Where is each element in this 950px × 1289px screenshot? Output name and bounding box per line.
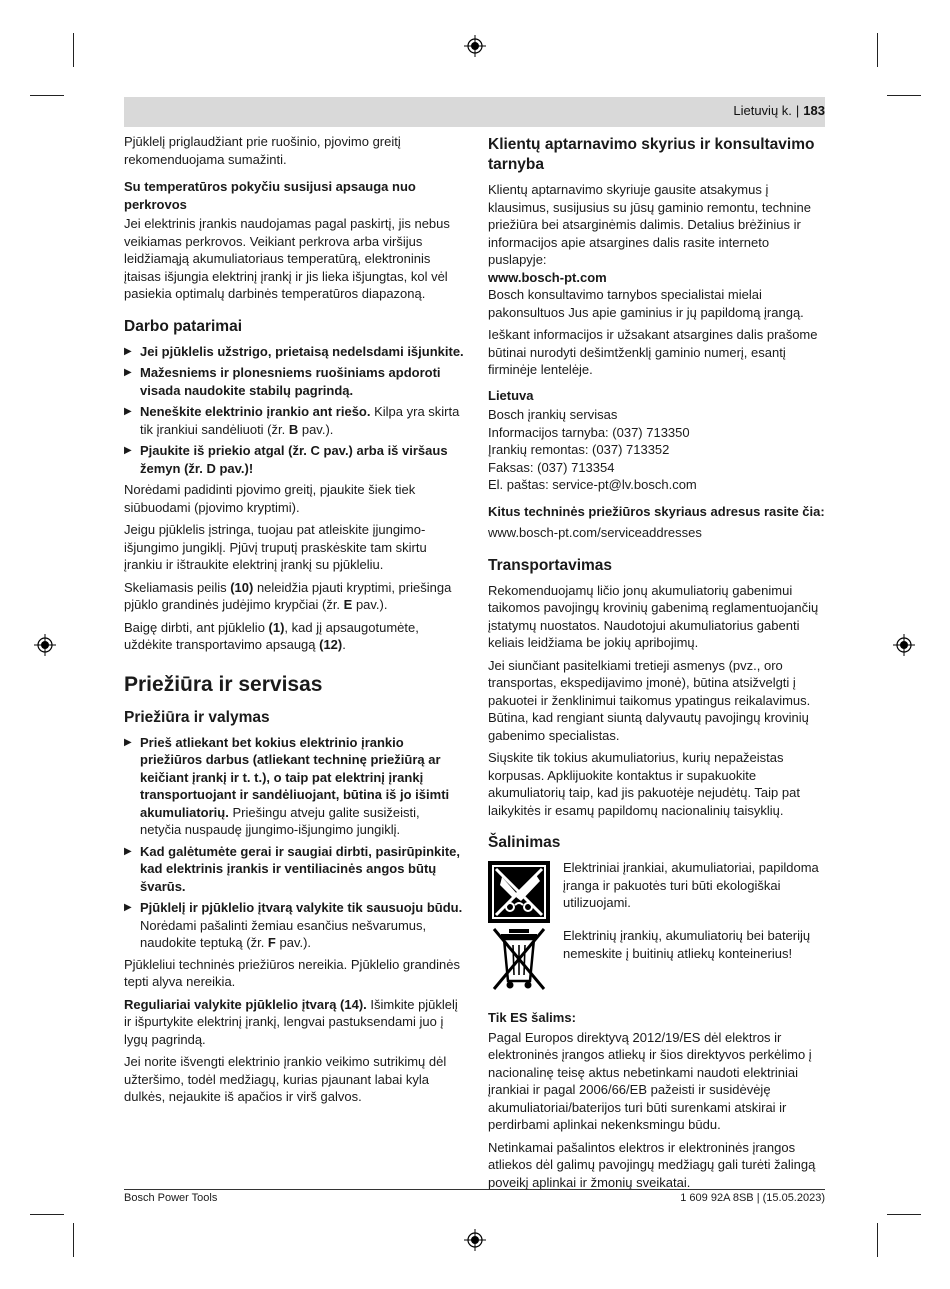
intro-paragraph: Pjūklelį priglaudžiant prie ruošinio, pjovimo greitį rekomenduojama sumažinti. — [124, 134, 401, 167]
maintenance-paragraph — [124, 996, 464, 1049]
tips-paragraph: Norėdami padidinti pjovimo greitį, pjaukite šiek tiek siūbuodami (pjovimo kryptimi). — [124, 482, 416, 515]
maintenance-item — [124, 899, 464, 952]
text-run: Prieš atliekant bet kokius elektrinio įrankio priežiūros darbus (atliekant techninę priežiūrą ar keičiant įrankį ir t. t.), o taip pat elektrinį įrankį transportuojant ir sandėliuojant, būtina iš jo išimti akumuliatorių. — [140, 734, 450, 820]
service-paragraph: Bosch konsultavimo tarnybos specialistai mielai pakonsultuos Jus apie gaminius ir jų papildomą įrangą. — [488, 287, 804, 320]
other-service-url[interactable]: www.bosch-pt.com/serviceaddresses — [488, 525, 702, 540]
crop-mark — [877, 33, 878, 67]
text-run: , kad jį apsaugotumėte, uždėkite transportavimo apsaugą — [124, 619, 419, 652]
address-line: Įrankių remontas: (037) 713352 — [488, 442, 670, 457]
text-run: Pjūklelį ir pjūklelio įtvarą valykite tik sausuoju būdu. — [140, 900, 463, 915]
footer-brand: Bosch Power Tools — [124, 1192, 218, 1204]
left-column — [124, 133, 464, 1111]
crop-mark — [887, 95, 921, 96]
service-url[interactable] — [488, 269, 826, 287]
maintenance-paragraph: Jei norite išvengti elektrinio įrankio veikimo sutrikimų dėl užteršimo, todėl medžiagų, kurias pjaunant labai kyla dulkės, nejaukite iš apačios ir virš galvos. — [124, 1054, 447, 1104]
text-run: . — [342, 637, 346, 652]
figure-ref: B — [288, 421, 299, 437]
text-run: Išimkite pjūklelį ir išpurtykite elektrinį įrankį, lengvai pastuksendami juo į lygų pagrindą. — [124, 996, 458, 1047]
page-header: Lietuvių k. | 183 — [733, 103, 825, 118]
figure-ref: E — [343, 597, 353, 612]
tips-paragraph: Jeigu pjūklelis įstringa, tuojau pat atleiskite įjungimo-išjungimo jungiklį. Pjūvį truputį praskėskite tam skirtu įrankiu ir ištraukite elektrinį įrankį su pjūkleliu. — [124, 522, 427, 572]
page-number: 183 — [803, 103, 825, 118]
address-line: Bosch įrankių servisas — [488, 407, 618, 422]
no-tools-in-trash-icon — [488, 861, 550, 923]
tip-item — [124, 403, 464, 438]
crop-mark — [887, 1214, 921, 1215]
crop-mark — [73, 1223, 74, 1257]
text-run: Priešingu atveju galite susižeisti, netyčia nuspaudę įjungimo-išjungimo jungiklį. — [140, 804, 420, 837]
cleaning-heading: Priežiūra ir valymas — [124, 708, 270, 726]
eu-heading: Tik ES šalims: — [488, 1010, 576, 1025]
text-run: Baigę dirbti, ant pjūklelio — [124, 619, 269, 635]
page-header-bar — [124, 97, 825, 127]
other-service-heading: Kitus techninės priežiūros skyriaus adresus rasite čia: — [488, 503, 825, 519]
part-ref: (10) — [230, 579, 254, 595]
eu-paragraph: Pagal Europos direktyvą 2012/19/ES dėl elektros ir elektroninės įrangos atliekų ir šios direktyvos perkėlimo į nacionalinę teisę aktus nebetinkami naudoti elektriniai įrankiai ir pagal 2006/66/EB pažeisti ir susidėvėję akumuliatoriai/baterijos turi būti surenkami atskirai ir perdirbami aplinkai nekenksmingu būdu. — [488, 1029, 812, 1132]
tip-item: ▶ Jei pjūklelis užstrigo, prietaisą nedelsdami išjunkite. — [124, 343, 464, 361]
tip-text: Kilpa yra skirta tik įrankiui sandėliuoti (žr. — [140, 404, 460, 437]
tip-bold: Neneškite elektrinio įrankio ant riešo. — [140, 404, 371, 419]
registration-mark-icon — [893, 634, 915, 656]
crop-mark — [73, 33, 74, 67]
maintenance-item: ▶ Kad galėtumėte gerai ir saugiai dirbti, pasirūpinkite, kad elektrinis įrankis ir ventiliacinės angos būtų švarūs. — [124, 843, 464, 896]
overheat-heading: Su temperatūros pokyčiu susijusi apsauga nuo perkrovos — [124, 179, 416, 212]
footer-rule — [124, 1189, 825, 1190]
transport-paragraph: Siųskite tik tokius akumuliatorius, kurių nepažeistas korpusas. Apklijuokite kontaktus ir supakuokite akumuliatorių taip, kad jis pakuotėje nejudėtų. Taip pat laikykitės ir esamų papildomų nacionalinių taisyklių. — [488, 750, 800, 818]
registration-mark-icon — [464, 35, 486, 57]
text-run: pav.). — [352, 597, 388, 612]
maintenance-heading: Priežiūra ir servisas — [124, 672, 323, 696]
figure-ref: F — [267, 935, 276, 950]
transport-paragraph: Rekomenduojamų ličio jonų akumuliatorių gabenimui taikomos pavojingų krovinių gabenimą reglamentuojančių įstatymų nuostatos. Naudotojui akumuliatorius gabenti keliais leidžiama be jokių apribojimų. — [488, 582, 819, 650]
tip-item: ▶ Mažesniems ir plonesniems ruošiniams apdoroti visada naudokite stabilų pagrindą. — [124, 364, 464, 399]
service-paragraph — [488, 181, 826, 269]
part-ref: (1) — [268, 619, 285, 635]
text-run: Reguliariai valykite pjūklelio įtvarą (14). — [124, 996, 367, 1012]
footer-docnumber: 1 609 92A 8SB | (15.05.2023) — [680, 1192, 825, 1204]
country-heading: Lietuva — [488, 387, 534, 403]
eu-paragraph: Netinkamai pašalintos elektros ir elektroninės įrangos atliekos dėl galimų pavojingų medžiagų gali turėti žalingą poveikį aplinkai ir žmonių sveikatai. — [488, 1139, 816, 1190]
crop-mark — [877, 1223, 878, 1257]
disposal-row — [488, 859, 826, 921]
part-ref: (12) — [319, 637, 343, 652]
disposal-paragraph: Elektrinių įrankių, akumuliatorių bei baterijų nemeskite į buitinių atliekų konteinerius! — [563, 928, 811, 961]
tips-heading: Darbo patarimai — [124, 317, 243, 335]
transport-paragraph: Jei siunčiant pasitelkiami tretieji asmenys (pvz., oro transportas, ekspedijavimo įmonė), būtina atsižvelgti į pakuotei ir ženklinimui taikomus ypatingus reikalavimus. Būtina, kad rengiant siuntą dalyvautų pavojingų krovinių gabenimo specialistas. — [488, 657, 811, 743]
crossed-out-wheelie-bin-icon — [488, 923, 550, 995]
service-paragraph: Ieškant informacijos ir užsakant atsargines dalis prašome būtinai nurodyti dešimtženklį gaminio numerį, esantį firminėje lentelėje. — [488, 327, 818, 377]
service-heading: Klientų aptarnavimo skyrius ir konsultavimo tarnyba — [488, 136, 815, 173]
text-run: pav.). — [275, 935, 312, 950]
tips-paragraph — [124, 619, 464, 654]
registration-mark-icon — [34, 634, 56, 656]
address-line: Informacijos tarnyba: (037) 713350 — [488, 424, 690, 440]
maintenance-item — [124, 734, 464, 839]
address-line: El. paštas: service-pt@lv.bosch.com — [488, 477, 697, 492]
text-run: Klientų aptarnavimo skyriuje gausite atsakymus į klausimus, susijusius su jūsų gaminio remontu, technine priežiūra bei atsarginėmis dalimis. Detalius brėžinius ir informacijos apie atsargines dalis rasite interneto puslapyje: — [488, 182, 811, 267]
registration-mark-icon — [464, 1229, 486, 1251]
tip-item: ▶ Pjaukite iš priekio atgal (žr. C pav.) arba iš viršaus žemyn (žr. D pav.)! — [124, 442, 464, 477]
text-run: Skeliamasis peilis — [124, 579, 231, 595]
maintenance-paragraph: Pjūkleliui techninės priežiūros nereikia. Pjūklelio grandinės tepti alyva nereikia. — [124, 956, 461, 989]
tips-paragraph — [124, 579, 464, 614]
text-run: Norėdami pašalinti žemiau esančius nešvarumus, naudokite teptuką (žr. — [140, 917, 427, 950]
transport-heading: Transportavimas — [488, 556, 613, 574]
tip-text: pav.). — [298, 421, 334, 437]
text-run: neleidžia pjauti kryptimi, priešinga pjūklo grandinės judėjimo krypčiai (žr. — [124, 579, 452, 612]
section-name: Lietuvių k. — [733, 103, 792, 118]
disposal-row — [488, 927, 826, 999]
disposal-paragraph: Elektriniai įrankiai, akumuliatoriai, papildoma įranga ir pakuotės turi būti ekologiškai utilizuojami. — [563, 860, 819, 910]
service-link[interactable]: www.bosch-pt.com — [488, 269, 607, 285]
right-column — [488, 133, 826, 1196]
overheat-paragraph: Jei elektrinis įrankis naudojamas pagal paskirtį, jis nebus veikiamas perkrovos. Veikiant perkrova arba viršijus leidžiamąją akumuliatoriaus temperatūrą, elektroninis įtaisas išjungia elektrinį įrankį ir jis lieka išjungtas, kol vėl pasiekia optimalų darbinės temperatūros diapazoną. — [124, 216, 450, 301]
crop-mark — [30, 1214, 64, 1215]
disposal-heading: Šalinimas — [488, 834, 561, 851]
crop-mark — [30, 95, 64, 96]
address-line: Faksas: (037) 713354 — [488, 459, 615, 475]
